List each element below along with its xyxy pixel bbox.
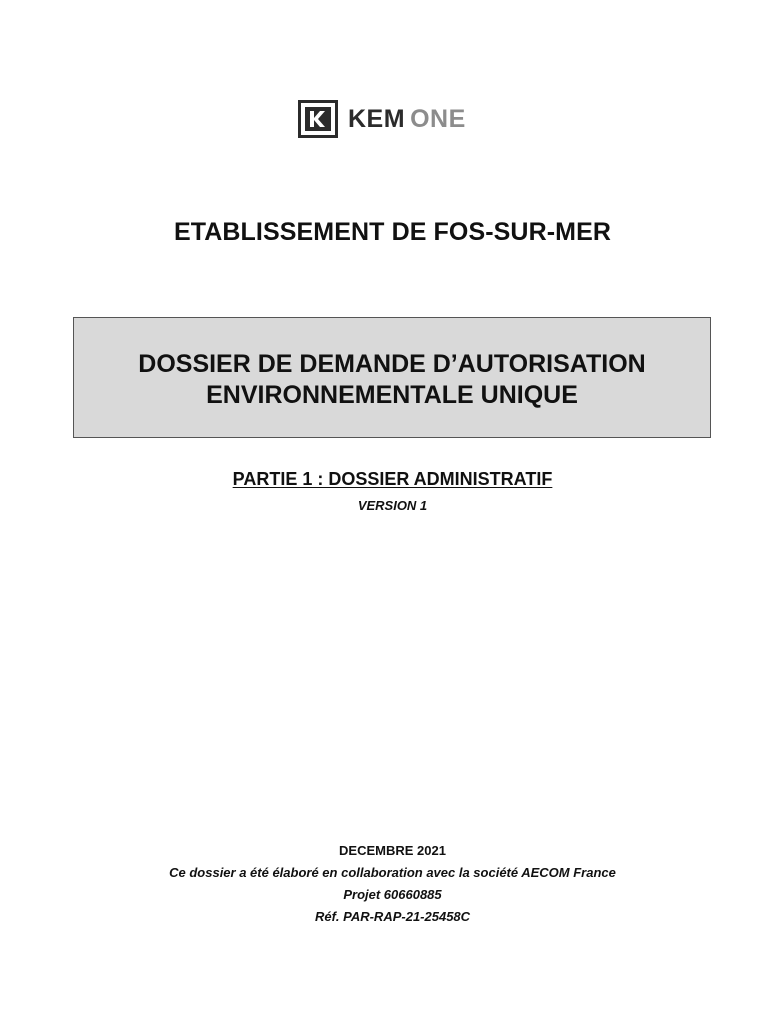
version-label: VERSION 1	[357, 498, 428, 513]
logo-brand-suffix: ONE	[410, 105, 466, 133]
company-logo	[298, 99, 466, 139]
document-reference: Réf. PAR-RAP-21-25458C	[314, 909, 471, 924]
establishment-heading: ETABLISSEMENT DE FOS-SUR-MER	[173, 218, 612, 246]
document-title-line-2: ENVIRONNEMENTALE UNIQUE	[206, 381, 578, 409]
part-heading	[0, 467, 770, 491]
project-number: Projet 60660885	[343, 887, 442, 902]
collaboration-note: Ce dossier a été élaboré en collaboration avec la société AECOM France	[169, 865, 616, 880]
document-title-box	[73, 317, 711, 438]
part-heading-text: PARTIE 1 : DOSSIER ADMINISTRATIF	[232, 469, 553, 489]
document-title-line-1: DOSSIER DE DEMANDE D’AUTORISATION	[138, 350, 646, 378]
logo-brand-text: KEM	[348, 105, 406, 133]
document-date: DECEMBRE 2021	[339, 843, 446, 858]
logo-wordmark	[348, 100, 466, 138]
kem-one-logo-mark-icon	[298, 100, 338, 138]
